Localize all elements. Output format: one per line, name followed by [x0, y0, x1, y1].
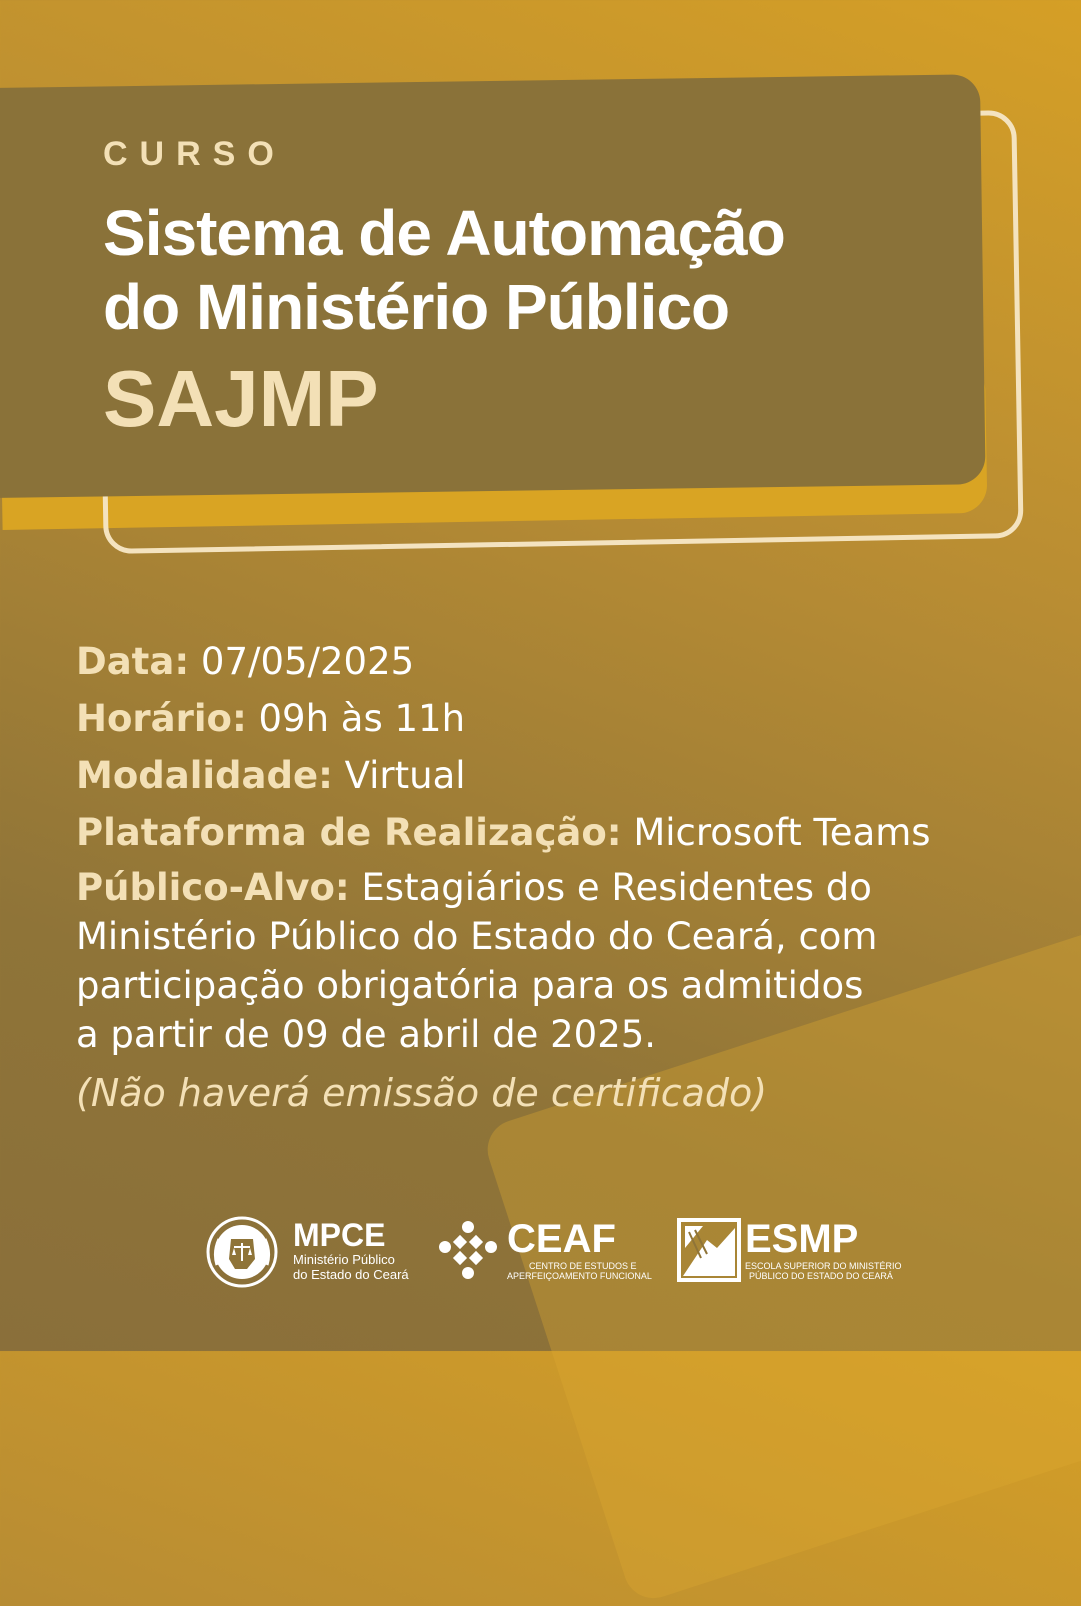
platform-label: Plataforma de Realização:: [76, 811, 622, 854]
title-block: [103, 135, 963, 454]
course-title-line-1: Sistema de Automação: [103, 197, 785, 269]
audience-label: Público-Alvo:: [76, 866, 350, 909]
platform-row: [76, 804, 1036, 861]
audience-block: [76, 863, 1036, 1059]
mpce-name: MPCE: [293, 1217, 386, 1253]
date-value: 07/05/2025: [189, 640, 415, 683]
mode-label: Modalidade:: [76, 754, 333, 797]
esmp-subtitle: [745, 1261, 902, 1282]
audience-line-1: Estagiários e Residentes do: [349, 866, 872, 909]
esmp-subtitle-line-2: PÚBLICO DO ESTADO DO CEARÁ: [749, 1271, 893, 1282]
time-value: 09h às 11h: [246, 697, 466, 740]
ceaf-people-icon: [433, 1215, 503, 1285]
mpce-subtitle: [293, 1253, 409, 1283]
mode-row: [76, 747, 1036, 804]
esmp-subtitle-line-1: ESCOLA SUPERIOR DO MINISTÉRIO: [745, 1261, 902, 1271]
ceaf-subtitle: [507, 1261, 652, 1282]
ceaf-name: CEAF: [507, 1217, 616, 1261]
ceaf-subtitle-line-1: CENTRO DE ESTUDOS E: [529, 1261, 637, 1271]
mpce-subtitle-line-2: do Estado do Ceará: [293, 1266, 409, 1282]
course-acronym: SAJMP: [103, 354, 379, 443]
esmp-emblem-icon: [677, 1218, 741, 1282]
time-row: [76, 690, 1036, 747]
course-title-line-2: do Ministério Público: [103, 271, 730, 343]
audience-line-3: participação obrigatória para os admitidos: [76, 964, 864, 1007]
date-label: Data:: [76, 640, 190, 683]
date-row: [76, 633, 1036, 690]
audience-line-2: Ministério Público do Estado do Ceará, com: [76, 915, 878, 958]
platform-value: Microsoft Teams: [621, 811, 931, 854]
course-details: [76, 633, 1036, 1115]
esmp-name: ESMP: [745, 1217, 859, 1261]
time-label: Horário:: [76, 697, 247, 740]
course-kicker: CURSO: [103, 135, 286, 173]
audience-line-4: a partir de 09 de abril de 2025.: [76, 1013, 657, 1056]
certificate-note: (Não haverá emissão de certificado): [76, 1071, 768, 1115]
mpce-seal-icon: [205, 1215, 279, 1289]
mpce-subtitle-line-1: Ministério Público: [293, 1252, 395, 1267]
ceaf-subtitle-line-2: APERFEIÇOAMENTO FUNCIONAL: [507, 1271, 652, 1282]
mode-value: Virtual: [332, 754, 466, 797]
